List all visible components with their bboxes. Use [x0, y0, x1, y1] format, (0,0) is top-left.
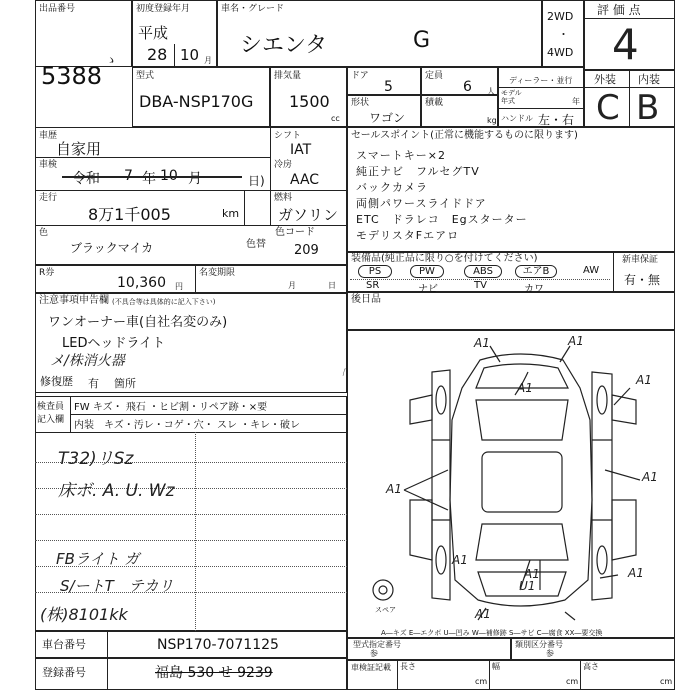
equipment-label: 装備品(純正品に限り○を付けてください)	[351, 253, 538, 264]
selling-point-item: モデリスタFエアロ	[356, 229, 460, 242]
inspector-note-2: 床ボ. A. U. Wz	[58, 481, 175, 501]
note-line-1: ワンオーナー車(自社名変のみ)	[48, 315, 228, 330]
equip-pw: PW	[410, 265, 444, 278]
dealer-label: ディーラー・並行	[509, 76, 573, 85]
capacity-value: 6	[463, 79, 472, 95]
mileage-label: 走行	[39, 193, 58, 203]
cc-unit: cc	[331, 114, 340, 123]
exterior-grade: C	[596, 88, 620, 128]
drive-sep: ・	[558, 28, 569, 41]
height-label: 高さ	[583, 662, 599, 671]
mileage-value: 8万1千005	[88, 205, 171, 224]
damage-mark: A1	[568, 334, 584, 348]
model-year-label: モデル年式	[501, 89, 522, 105]
inspection-label: 車検	[39, 160, 58, 170]
fuel-value: ガソリン	[278, 206, 339, 224]
selling-point-item: 純正ナビ フルセグTV	[356, 165, 480, 178]
history-value: 自家用	[56, 140, 102, 158]
height-unit: cm	[660, 677, 673, 686]
equip-ps: PS	[358, 265, 392, 278]
first-reg-era: 平成	[138, 24, 169, 42]
equip-abs: ABS	[464, 265, 502, 278]
inspector-note-5: (株)8101kk	[40, 605, 128, 624]
shape-value: ワゴン	[369, 111, 406, 125]
score-label: 評 価 点	[597, 3, 641, 17]
deadline-day: 日	[328, 281, 336, 290]
capacity-unit: 人	[487, 87, 495, 96]
damage-mark: A1	[386, 482, 402, 496]
selling-point-item: バックカメラ	[356, 181, 428, 194]
inspector-label-1: 検査員	[37, 402, 65, 412]
damage-mark: A1	[517, 381, 533, 395]
lot-number: 5388	[41, 62, 103, 90]
shift-label: シフト	[274, 131, 302, 141]
reg-label: 登録番号	[42, 666, 86, 679]
interior-grade: B	[636, 88, 660, 128]
equip-navi: ナビ	[418, 284, 438, 295]
class-value: 参	[546, 649, 554, 658]
car-grade: G	[413, 28, 431, 53]
car-name: シエンタ	[240, 33, 328, 58]
equip-tv: TV	[474, 280, 487, 291]
inspection-year-unit: 年	[142, 171, 156, 187]
first-reg-month: 10	[180, 46, 200, 64]
repair-suffix: 箇所	[114, 377, 136, 390]
model-label: 型式	[136, 71, 155, 81]
repair-label: 修復歴	[40, 375, 73, 388]
spare-label: スペア	[375, 606, 396, 614]
inspector-label-2: 記入欄	[37, 415, 65, 425]
chassis-label: 車台番号	[42, 638, 86, 651]
inspector-line-1: FW キズ・ 飛石 ・ヒビ割・リペア跡・×要	[74, 402, 268, 413]
notes-sublabel: (不具合等は具体的に記入下さい)	[112, 298, 216, 306]
selling-point-item: 両側パワースライドドア	[356, 197, 487, 210]
recycle-value: 10,360	[117, 275, 166, 291]
damage-mark: A1	[474, 336, 490, 350]
damage-mark: A1	[636, 373, 652, 387]
door-value: 5	[384, 79, 393, 95]
history-label: 車歴	[39, 131, 58, 141]
length-unit: cm	[475, 677, 488, 686]
color-code-label: 色コード	[275, 227, 315, 238]
new-warranty-value: 有・無	[624, 273, 661, 287]
inspector-note-1: T32)リSz	[58, 449, 134, 469]
shift-value: IAT	[290, 142, 312, 158]
first-reg-year: 28	[147, 45, 168, 64]
inspector-line-2: 内装 キズ・汚レ・コゲ・穴・ スレ ・キレ・破レ	[74, 420, 301, 431]
damage-mark: A1	[452, 553, 468, 567]
deadline-label: 名変期限	[199, 268, 236, 278]
car-name-label: 車名・グレード	[221, 4, 285, 14]
color-code-value: 209	[294, 243, 319, 258]
interior-label: 内装	[638, 73, 660, 86]
drive-2wd: 2WD	[547, 10, 574, 23]
color-change-label: 色替	[246, 239, 266, 250]
repair-value: 有	[88, 377, 99, 390]
inspection-era: 令和	[72, 171, 100, 187]
notes-label: 注意事項申告欄	[39, 295, 109, 306]
displacement-label: 排気量	[274, 71, 302, 81]
inspector-note-3: FBライト ガ	[56, 550, 140, 568]
fuel-label: 燃料	[274, 193, 293, 203]
damage-mark: A1	[475, 607, 491, 621]
damage-mark: A1	[524, 567, 540, 581]
inspection-month-unit: 月	[188, 171, 202, 187]
deadline-month: 月	[288, 281, 296, 290]
note-line-3: メ/株消火器	[50, 353, 125, 369]
recycle-label: R券	[39, 268, 55, 278]
equip-aw: AW	[583, 265, 600, 276]
displacement-value: 1500	[289, 92, 330, 111]
new-warranty-label: 新車保証	[622, 255, 659, 265]
chassis-value: NSP170-7071125	[157, 637, 279, 653]
recycle-unit: 円	[175, 282, 183, 291]
model-value: DBA-NSP170G	[139, 92, 254, 111]
damage-mark: A1	[642, 470, 658, 484]
length-label: 長さ	[400, 662, 416, 671]
drive-4wd: 4WD	[547, 46, 574, 59]
selling-point-item: ETC ドラレコ Egスターター	[356, 213, 528, 226]
handle-label: ハンドル	[501, 114, 533, 123]
reg-value: 福島 530 せ 9239	[155, 665, 273, 681]
ac-label: 冷房	[274, 160, 293, 170]
lot-label: 出品番号	[39, 4, 76, 14]
km-unit: km	[222, 207, 240, 220]
width-unit: cm	[566, 677, 579, 686]
handle-value: 左・右	[538, 113, 575, 127]
width-label: 幅	[492, 662, 500, 671]
load-label: 積載	[425, 98, 444, 108]
damage-legend: A―キズ E―エクボ U―凹み W―補修跡 S―サビ C―腐食 XX―要交換	[381, 629, 603, 637]
capacity-label: 定員	[425, 71, 444, 81]
damage-mark: U1	[519, 579, 536, 593]
first-reg-month-unit: 月	[204, 56, 212, 65]
inspection-day-unit: 日)	[248, 174, 265, 188]
repair-mark: 「	[335, 368, 346, 381]
model-year-unit: 年	[572, 97, 580, 106]
score-value: 4	[612, 20, 639, 69]
exterior-label: 外装	[594, 73, 616, 86]
first-reg-label: 初度登録年月	[136, 4, 191, 14]
inspection-year: 7	[124, 168, 133, 184]
inspector-note-4: S/ートT テカリ	[60, 577, 174, 595]
class-label: 類別区分番号	[515, 640, 563, 649]
ac-value: AAC	[290, 172, 320, 188]
selling-point-item: スマートキー×2	[356, 149, 446, 162]
equip-airbag: エアB	[515, 265, 557, 278]
damage-mark: A1	[628, 566, 644, 580]
selling-points-label: セールスポイント(正常に機能するものに限ります)	[351, 130, 578, 141]
color-value: ブラックマイカ	[70, 241, 154, 255]
door-label: ドア	[351, 71, 369, 81]
kg-unit: kg	[487, 116, 497, 125]
equip-leather: カワ	[524, 284, 544, 295]
lot-mark: ゝ	[103, 53, 117, 69]
note-line-2: LEDヘッドライト	[62, 336, 166, 351]
inspection-month: 10	[160, 168, 178, 184]
type-label: 型式指定番号	[353, 640, 401, 649]
after-items-label: 後日品	[351, 294, 381, 305]
shape-label: 形状	[351, 98, 370, 108]
color-label: 色	[39, 228, 49, 238]
type-value: 参	[370, 649, 378, 658]
rev-label: 車検証記載	[351, 663, 391, 672]
equip-sr: SR	[366, 280, 380, 291]
